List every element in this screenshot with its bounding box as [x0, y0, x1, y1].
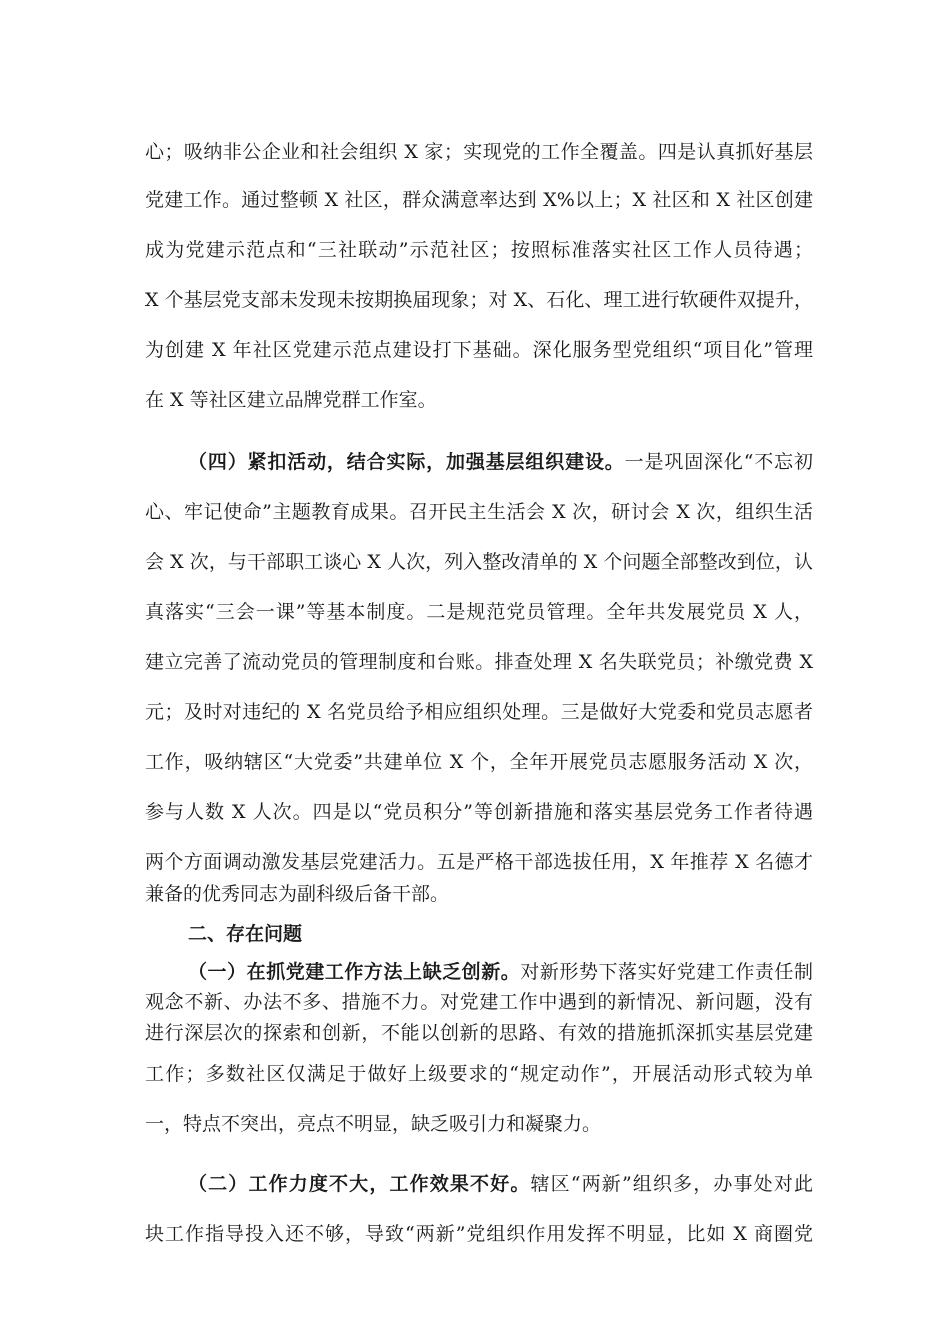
text-line: 真落实“三会一课”等基本制度。二是规范党员管理。全年共发展党员 X 人， — [145, 601, 813, 623]
paragraph-heading: （二）工作力度不大，工作效果不好。 — [188, 1173, 531, 1195]
text-line: 工作；多数社区仅满足于做好上级要求的“规定动作”，开展活动形式较为单 — [145, 1063, 813, 1085]
text-line-first — [188, 960, 813, 984]
text-line: 工作，吸纳辖区“大党委”共建单位 X 个，全年开展党员志愿服务活动 X 次， — [145, 751, 813, 773]
text-line: 心、牢记使命”主题教育成果。召开民主生活会 X 次，研讨会 X 次，组织生活 — [145, 501, 813, 523]
text-line: 进行深层次的探索和创新，不能以创新的思路、有效的措施抓深抓实基层党建 — [145, 1022, 813, 1044]
text-line-first — [188, 1172, 813, 1196]
text-line: 成为党建示范点和“三社联动”示范社区；按照标准落实社区工作人员待遇； — [145, 239, 813, 261]
text-line: 心；吸纳非公企业和社会组织 X 家；实现党的工作全覆盖。四是认真抓好基层 — [145, 141, 813, 163]
text-line: 为创建 X 年社区党建示范点建设打下基础。深化服务型党组织“项目化”管理 — [145, 339, 813, 361]
text-line-first — [188, 450, 813, 474]
text-line: X 个基层党支部未发现未按期换届现象；对 X、石化、理工进行软硬件双提升， — [145, 289, 813, 311]
paragraph-text: 一是巩固深化“不忘初 — [624, 451, 813, 473]
paragraph-text: 辖区“两新”组织多，办事处对此 — [530, 1173, 813, 1195]
text-line: 党建工作。通过整顿 X 社区，群众满意率达到 X%以上；X 社区和 X 社区创建 — [145, 189, 813, 211]
text-line: 在 X 等社区建立品牌党群工作室。 — [145, 389, 437, 411]
text-line: 建立完善了流动党员的管理制度和台账。排查处理 X 名失联党员；补缴党费 X — [145, 651, 813, 673]
paragraph-heading: （四）紧扣活动，结合实际，加强基层组织建设。 — [188, 451, 625, 473]
text-line: 观念不新、办法不多、措施不力。对党建工作中遇到的新情况、新问题，没有 — [145, 991, 813, 1013]
text-line: 参与人数 X 人次。四是以“党员积分”等创新措施和落实基层党务工作者待遇 — [145, 801, 813, 823]
text-line: 兼备的优秀同志为副科级后备干部。 — [145, 883, 450, 905]
text-line: 块工作指导投入还不够，导致“两新”党组织作用发挥不明显，比如 X 商圈党 — [145, 1223, 813, 1245]
text-line: 一，特点不突出，亮点不明显，缺乏吸引力和凝聚力。 — [145, 1113, 602, 1135]
paragraph-heading: （一）在抓党建工作方法上缺乏创新。 — [188, 961, 521, 983]
text-line: 会 X 次，与干部职工谈心 X 人次，列入整改清单的 X 个问题全部整改到位，认 — [145, 551, 813, 573]
section-title: 二、存在问题 — [188, 923, 303, 945]
paragraph-text: 对新形势下落实好党建工作责任制 — [520, 961, 813, 983]
text-line: 两个方面调动激发基层党建活力。五是严格干部选拔任用，X 年推荐 X 名德才 — [145, 851, 813, 873]
text-line: 元；及时对违纪的 X 名党员给予相应组织处理。三是做好大党委和党员志愿者 — [145, 701, 813, 723]
